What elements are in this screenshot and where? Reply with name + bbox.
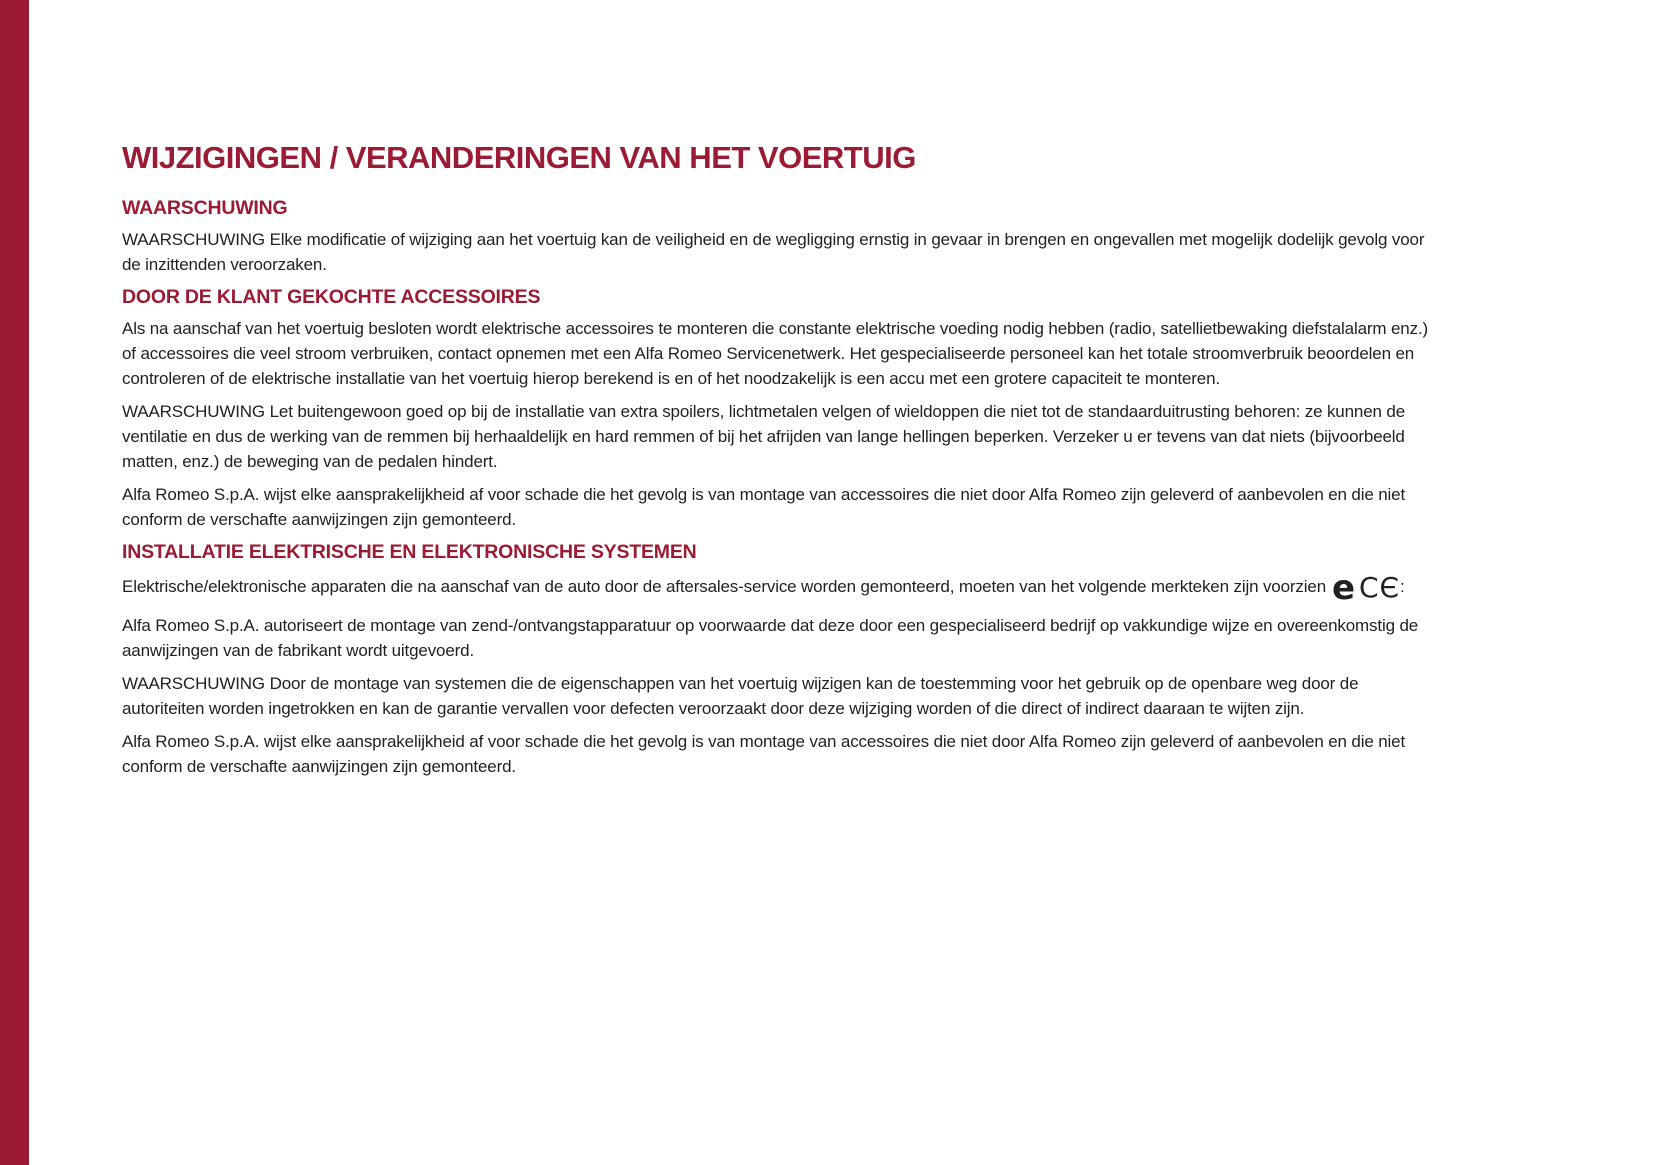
e-approval-mark-icon: e (1332, 568, 1355, 608)
paragraph: Alfa Romeo S.p.A. autoriseert de montage van zend-/ontvangstapparatuur op voorwaarde dat deze door een gespecialiseerd bedrijf op vakkundige wijze en overeenkomstig de aanwijzingen van de fabrikant wordt uitgevoerd. (122, 616, 1419, 660)
paragraph-text: : (1400, 577, 1405, 596)
paragraph: WAARSCHUWING Let buitengewoon goed op bij de installatie van extra spoilers, lichtmetalen velgen of wieldoppen die niet tot de standaarduitrusting behoren: ze kunnen de ventilatie en dus de werking van de remmen bij herhaaldelijk en hard remmen of bij het afrijden van lange hellingen beperken. Verzeker u er tevens van dat niets (bijvoorbeeld matten, enz.) de beweging van de pedalen hindert. (122, 402, 1406, 471)
paragraph-with-marks (122, 568, 1444, 608)
ce-conformity-mark-icon: CЄ (1358, 571, 1401, 604)
left-accent-bar (0, 0, 29, 1165)
paragraph-text: Elektrische/elektronische apparaten die na aanschaf van de auto door de aftersales-service worden gemonteerd, moeten van het volgende merkteken zijn voorzien (122, 577, 1327, 596)
section-heading-accessoires: DOOR DE KLANT GEKOCHTE ACCESSOIRES (122, 286, 541, 308)
paragraph: Alfa Romeo S.p.A. wijst elke aansprakelijkheid af voor schade die het gevolg is van montage van accessoires die niet door Alfa Romeo zijn geleverd of aanbevolen en die niet conform de verschafte aanwijzingen zijn gemonteerd. (122, 485, 1406, 529)
paragraph: Alfa Romeo S.p.A. wijst elke aansprakelijkheid af voor schade die het gevolg is van montage van accessoires die niet door Alfa Romeo zijn geleverd of aanbevolen en die niet conform de verschafte aanwijzingen zijn gemonteerd. (122, 732, 1406, 776)
section-heading-waarschuwing: WAARSCHUWING (122, 197, 288, 219)
paragraph: WAARSCHUWING Door de montage van systemen die de eigenschappen van het voertuig wijzigen kan de toestemming voor het gebruik op de openbare weg door de autoriteiten worden ingetrokken en kan de garantie vervallen voor defecten veroorzaakt door deze wijziging worden of die direct of indirect daaraan te wijten zijn. (122, 674, 1359, 718)
section-heading-installatie: INSTALLATIE ELEKTRISCHE EN ELEKTRONISCHE SYSTEMEN (122, 541, 697, 563)
page-content (122, 140, 1444, 787)
paragraph: Als na aanschaf van het voertuig besloten wordt elektrische accessoires te monteren die constante elektrische voeding nodig hebben (radio, satellietbewaking diefstalalarm enz.) of accessoires die veel stroom verbruiken, contact opnemen met een Alfa Romeo Servicenetwerk. Het gespecialiseerde personeel kan het totale stroomverbruik beoordelen en controleren of de elektrische installatie van het voertuig hierop berekend is en of het noodzakelijk is een accu met een grotere capaciteit te monteren. (122, 319, 1429, 388)
page-title: WIJZIGINGEN / VERANDERINGEN VAN HET VOERTUIG (122, 140, 916, 175)
paragraph: WAARSCHUWING Elke modificatie of wijziging aan het voertuig kan de veiligheid en de wegligging ernstig in gevaar in brengen en ongevallen met mogelijk dodelijk gevolg voor de inzittenden veroorzaken. (122, 230, 1425, 274)
